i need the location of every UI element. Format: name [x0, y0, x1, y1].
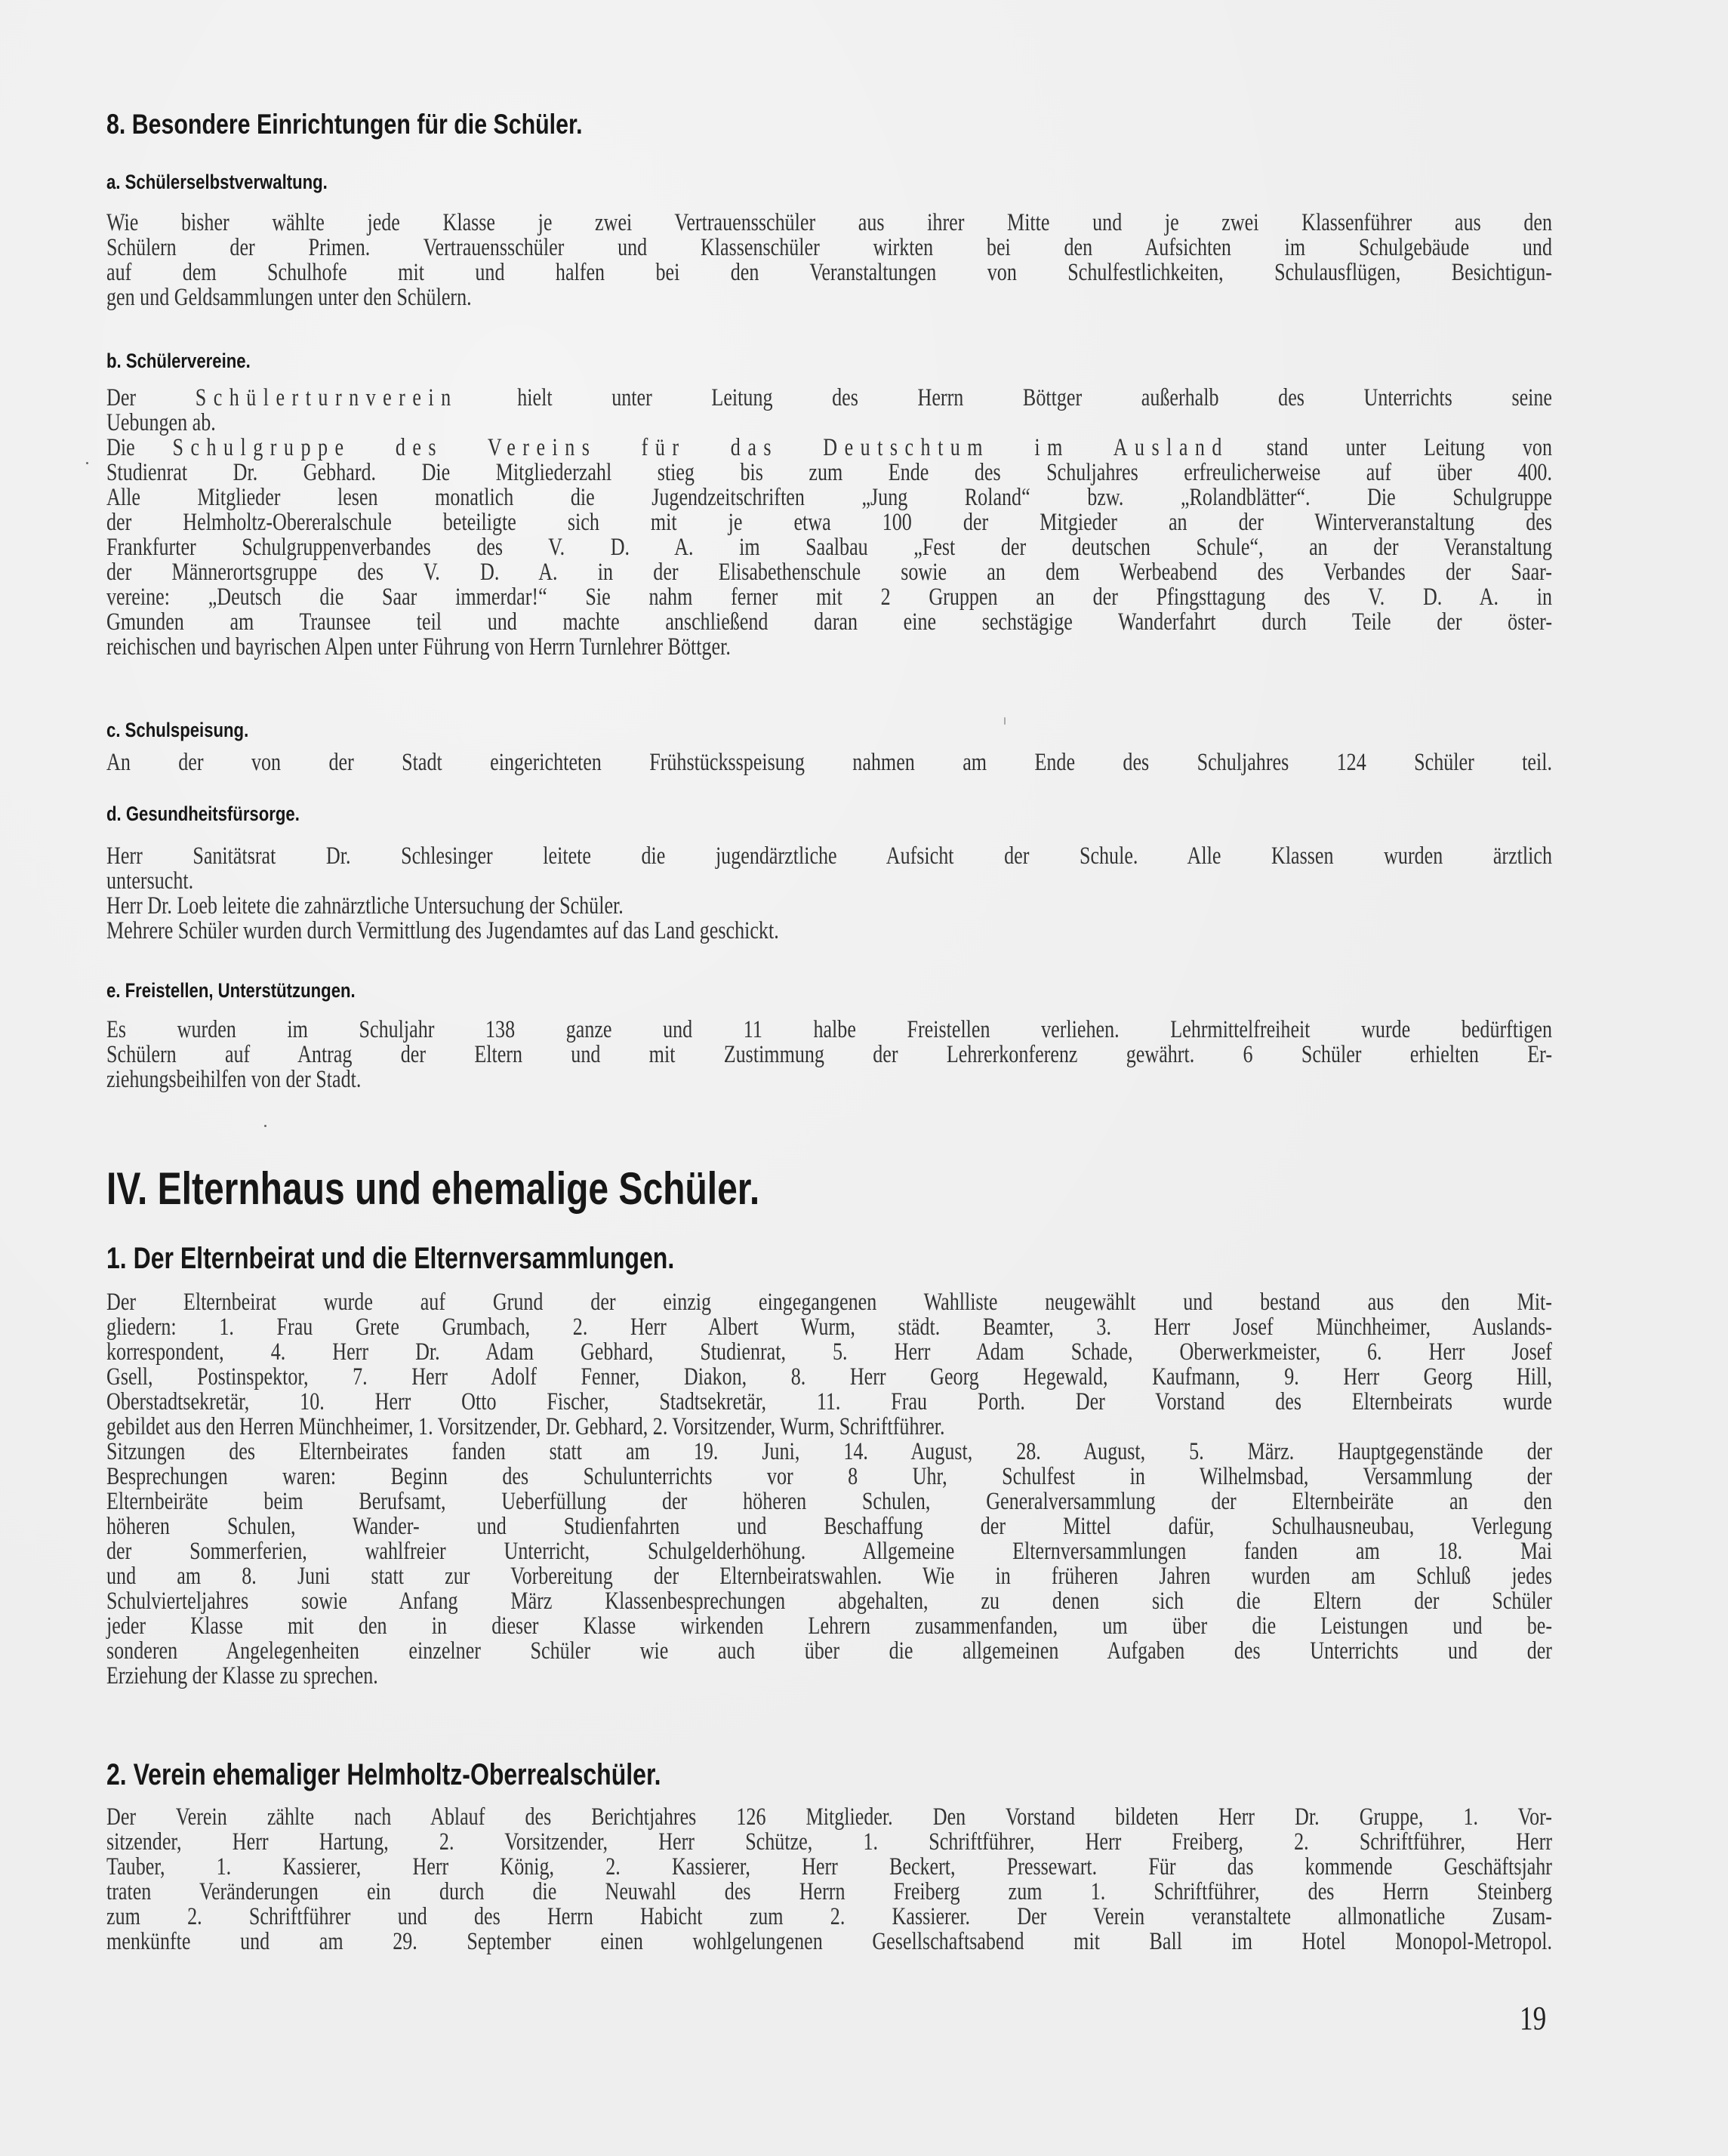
text-line: Gmunden am Traunsee teil und machte anschließend daran eine sechstägige Wanderfahrt durch Teile der öster-	[106, 608, 1552, 636]
text-line: Erziehung der Klasse zu sprechen.	[106, 1662, 378, 1689]
subsection-heading: e. Freistellen, Unterstützungen.	[106, 979, 356, 1002]
text-line: Alle Mitglieder lesen monatlich die Jugendzeitschriften „Jung Roland“ bzw. „Rolandblätter“. Die Schulgruppe	[106, 484, 1552, 511]
text-line: An der von der Stadt eingerichteten Frühstücksspeisung nahmen am Ende des Schuljahres 124 Schüler teil.	[106, 749, 1552, 776]
paragraph	[106, 1018, 1552, 1092]
subsection-heading: b. Schülervereine.	[106, 350, 251, 372]
text-fragment: Die	[106, 434, 135, 461]
text-line: Herr Dr. Loeb leitete die zahnärztliche Untersuchung der Schüler.	[106, 892, 624, 919]
text-line: Frankfurter Schulgruppenverbandes des V. D. A. im Saalbau „Fest der deutschen Schule“, an der Veranstaltung	[106, 534, 1552, 561]
subsection-heading: d. Gesundheitsfürsorge.	[106, 802, 300, 825]
text-line: untersucht.	[106, 867, 194, 895]
text-line	[106, 436, 1552, 460]
paragraph	[106, 750, 1552, 775]
text-line: menkünfte und am 29. September einen wohlgelungenen Gesellschaftsabend mit Ball im Hotel Monopol-Metropol.	[106, 1928, 1552, 1955]
text-line: Sitzungen des Elternbeirates fanden statt am 19. Juni, 14. August, 28. August, 5. März. Hauptgegenstände der	[106, 1438, 1552, 1465]
text-line: Tauber, 1. Kassierer, Herr König, 2. Kassierer, Herr Beckert, Pressewart. Für das kommende Geschäftsjahr	[106, 1853, 1552, 1880]
text-line	[106, 386, 1552, 411]
paragraph	[106, 1805, 1552, 1954]
subsection-heading: a. Schülerselbstverwaltung.	[106, 171, 328, 193]
scan-speck	[264, 1125, 266, 1127]
text-line: Schülern der Primen. Vertrauensschüler und Klassenschüler wirkten bei den Aufsichten im Schulgebäude und	[106, 234, 1552, 261]
text-line: gen und Geldsammlungen unter den Schülern.	[106, 284, 472, 311]
scan-speck	[1004, 717, 1006, 725]
text-line: höheren Schulen, Wander- und Studienfahrten und Beschaffung der Mittel dafür, Schulhausneubau, Verlegung	[106, 1513, 1552, 1540]
text-fragment: hielt unter Leitung des Herrn Böttger außerhalb des Unterrichts seine	[517, 384, 1553, 411]
text-line: korrespondent, 4. Herr Dr. Adam Gebhard, Studienrat, 5. Herr Adam Schade, Oberwerkmeister, 6. Herr Josef	[106, 1338, 1552, 1366]
text-line: Elternbeiräte beim Berufsamt, Ueberfüllung der höheren Schulen, Generalversammlung der Elternbeiräte an den	[106, 1488, 1552, 1515]
section-heading: 8. Besondere Einrichtungen für die Schüler.	[106, 109, 583, 140]
text-line: Besprechungen waren: Beginn des Schulunterrichts vor 8 Uhr, Schulfest in Wilhelmsbad, Versammlung der	[106, 1463, 1552, 1490]
text-line: Uebungen ab.	[106, 409, 216, 436]
chapter-heading: IV. Elternhaus und ehemalige Schüler.	[106, 1163, 760, 1214]
text-line: Schülern auf Antrag der Eltern und mit Zustimmung der Lehrerkonferenz gewährt. 6 Schüler erhielten Er-	[106, 1041, 1552, 1068]
text-line: der Männerortsgruppe des V. D. A. in der Elisabethenschule sowie an dem Werbeabend des Verbandes der Saar-	[106, 559, 1552, 586]
section-heading: 1. Der Elternbeirat und die Elternversammlungen.	[106, 1242, 675, 1275]
text-line: Schulvierteljahres sowie Anfang März Klassenbesprechungen abgehalten, zu denen sich die Eltern der Schüler	[106, 1588, 1552, 1615]
spaced-emphasis: Schulgruppe des Vereins für das Deutschtum im Ausland	[172, 434, 1229, 461]
text-line: Der Verein zählte nach Ablauf des Berichtjahres 126 Mitglieder. Den Vorstand bildeten Herr Dr. Gruppe, 1. Vor-	[106, 1803, 1552, 1831]
text-line: der Sommerferien, wahlfreier Unterricht, Schulgelderhöhung. Allgemeine Elternversammlungen fanden am 18. Mai	[106, 1538, 1552, 1565]
scan-speck	[86, 462, 88, 464]
text-line: vereine: „Deutsch die Saar immerdar!“ Sie nahm ferner mit 2 Gruppen an der Pfingsttagung des V. D. A. in	[106, 584, 1552, 611]
page-number: 19	[1520, 2000, 1547, 2037]
paragraph	[106, 211, 1552, 310]
text-line: sitzender, Herr Hartung, 2. Vorsitzender, Herr Schütze, 1. Schriftführer, Herr Freiberg, 2. Schriftführer, Herr	[106, 1828, 1552, 1856]
section-heading: 2. Verein ehemaliger Helmholtz-Oberrealschüler.	[106, 1758, 661, 1791]
text-line: reichischen und bayrischen Alpen unter Führung von Herrn Turnlehrer Böttger.	[106, 633, 731, 661]
text-line: Gsell, Postinspektor, 7. Herr Adolf Fenner, Diakon, 8. Herr Georg Hegewald, Kaufmann, 9. Herr Georg Hill,	[106, 1363, 1552, 1391]
text-line: sonderen Angelegenheiten einzelner Schüler wie auch über die allgemeinen Aufgaben des Unterrichts und der	[106, 1637, 1552, 1665]
text-line: und am 8. Juni statt zur Vorbereitung der Elternbeiratswahlen. Wie in früheren Jahren wurden am Schluß jedes	[106, 1563, 1552, 1590]
text-line: Mehrere Schüler wurden durch Vermittlung des Jugendamtes auf das Land geschickt.	[106, 917, 779, 944]
text-line: Der Elternbeirat wurde auf Grund der einzig eingegangenen Wahlliste neugewählt und bestand aus den Mit-	[106, 1289, 1552, 1316]
text-line: traten Veränderungen ein durch die Neuwahl des Herrn Freiberg zum 1. Schriftführer, des Herrn Steinberg	[106, 1878, 1552, 1905]
spaced-emphasis: Schülerturnverein	[195, 384, 458, 411]
text-line: Es wurden im Schuljahr 138 ganze und 11 halbe Freistellen verliehen. Lehrmittelfreiheit wurde bedürftigen	[106, 1016, 1552, 1043]
text-line: der Helmholtz-Obereralschule beteiligte sich mit je etwa 100 der Mitgieder an der Winterveranstaltung des	[106, 509, 1552, 536]
subsection-heading: c. Schulspeisung.	[106, 719, 249, 741]
paragraph	[106, 386, 1552, 660]
text-line: Wie bisher wählte jede Klasse je zwei Vertrauensschüler aus ihrer Mitte und je zwei Klassenführer aus den	[106, 209, 1552, 236]
text-fragment: Der	[106, 384, 137, 411]
text-line: Herr Sanitätsrat Dr. Schlesinger leitete die jugendärztliche Aufsicht der Schule. Alle Klassen wurden ärztlich	[106, 842, 1552, 870]
paragraph	[106, 844, 1552, 944]
paragraph	[106, 1290, 1552, 1689]
text-line: Oberstadtsekretär, 10. Herr Otto Fischer, Stadtsekretär, 11. Frau Porth. Der Vorstand des Elternbeirats wurde	[106, 1388, 1552, 1415]
text-line: auf dem Schulhofe mit und halfen bei den Veranstaltungen von Schulfestlichkeiten, Schulausflügen, Besichtigun-	[106, 259, 1552, 286]
text-line: gebildet aus den Herren Münchheimer, 1. Vorsitzender, Dr. Gebhard, 2. Vorsitzender, Wurm, Schriftführer.	[106, 1413, 945, 1440]
text-line: jeder Klasse mit den in dieser Klasse wirkenden Lehrern zusammenfanden, um über die Leistungen und be-	[106, 1612, 1552, 1640]
text-line: Studienrat Dr. Gebhard. Die Mitgliederzahl stieg bis zum Ende des Schuljahres erfreulicherweise auf über 400.	[106, 459, 1552, 486]
text-line: gliedern: 1. Frau Grete Grumbach, 2. Herr Albert Wurm, städt. Beamter, 3. Herr Josef Münchheimer, Auslands-	[106, 1314, 1552, 1341]
text-fragment: stand unter Leitung von	[1266, 434, 1553, 461]
text-line: zum 2. Schriftführer und des Herrn Habicht zum 2. Kassierer. Der Verein veranstaltete allmonatliche Zusam-	[106, 1903, 1552, 1930]
text-line: ziehungsbeihilfen von der Stadt.	[106, 1066, 362, 1093]
